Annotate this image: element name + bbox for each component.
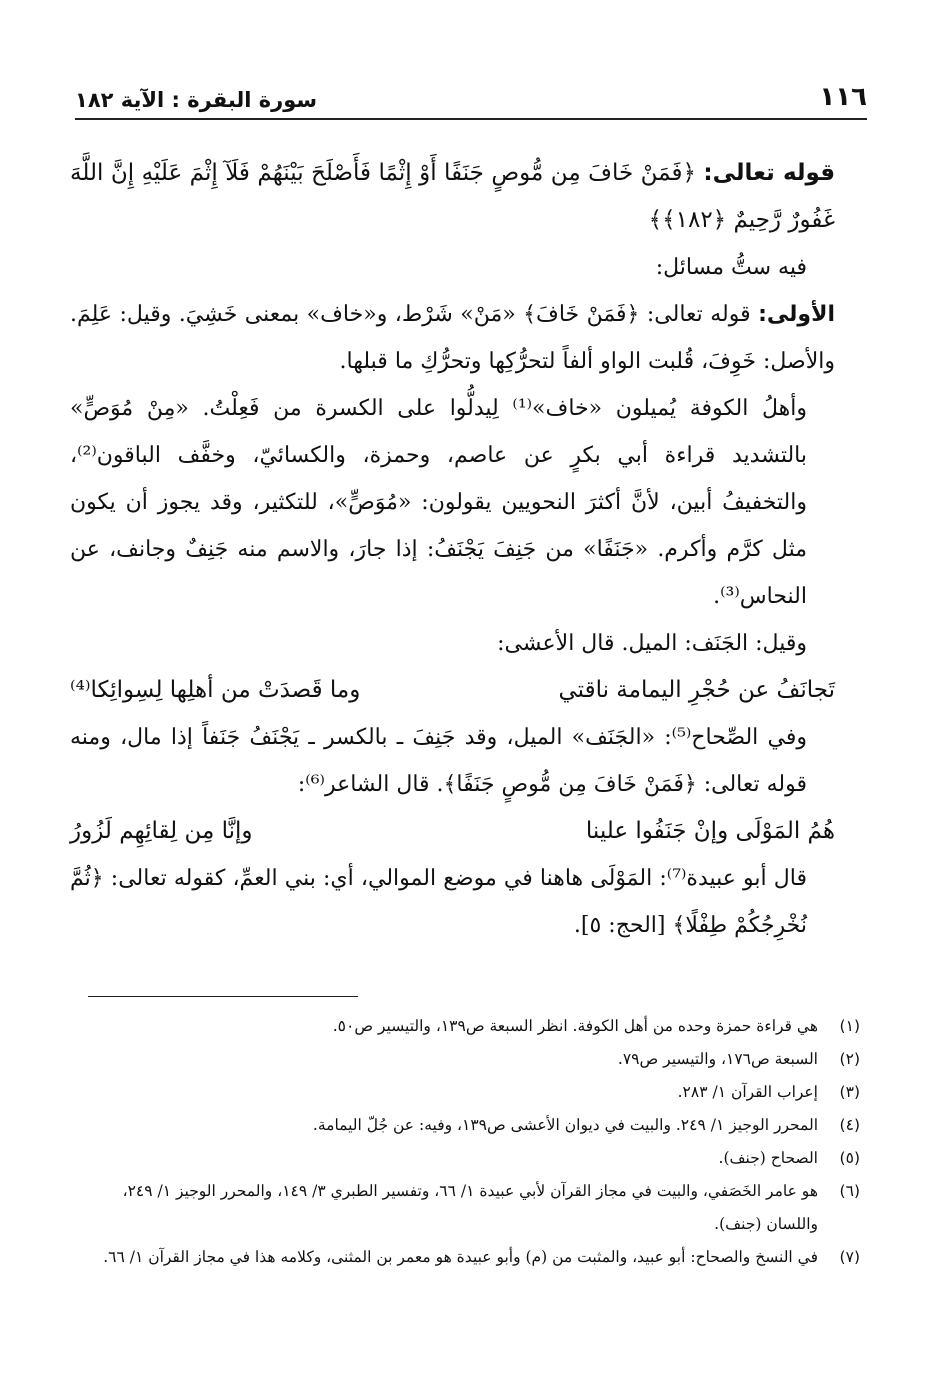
main-text: [70, 150, 835, 949]
poem-2-first-hemistich: هُمُ المَوْلَى وإنْ جَنَفُوا علينا: [585, 818, 835, 844]
page-number: ١١٦: [819, 82, 867, 112]
verse-paragraph: [70, 150, 835, 244]
footnote-text: الصحاح (جنف).: [718, 1149, 818, 1167]
running-header: [75, 82, 867, 120]
paragraph-sihah: وفي الصِّحاح⁽⁵⁾: «الجَنَف» الميل، وقد جَنِفَ ـ بالكسر ـ يَجْنَفُ جَنَفاً إذا مال، ومنه قوله تعالى: ﴿فَمَنْ خَافَ مِن مُّوصٍ جَنَفًا﴾. قال الشاعر⁽⁶⁾:: [70, 725, 807, 797]
footnote-number: (٤): [839, 1116, 860, 1134]
paragraph-abu-ubayda: قال أبو عبيدة⁽⁷⁾: المَوْلَى هاهنا في موضع الموالي، أي: بني العمِّ، كقوله تعالى: ﴿ثُمَّ نُخْرِجُكُمْ طِفْلًا﴾ [الحج: ٥].: [70, 866, 807, 938]
footnote-text: هو عامر الخَصَفي، والبيت في مجاز القرآن لأبي عبيدة ١/ ٦٦، وتفسير الطبري ٣/ ١٤٩، والمحرر الوجيز ١/ ٢٤٩، واللسان (جنف).: [122, 1182, 818, 1233]
footnotes: [70, 1010, 860, 1274]
footnote-item: [70, 1010, 860, 1043]
footnote-text: في النسخ والصحاح: أبو عبيد، والمثبت من (م) وأبو عبيدة هو معمر بن المثنى، وكلامه هذا في مجاز القرآن ١/ ٦٦.: [103, 1248, 818, 1266]
poem-verse-1: [70, 667, 835, 714]
verse-label: قوله تعالى:: [703, 160, 836, 186]
paragraph-kufa: وأهلُ الكوفة يُميلون «خاف»⁽¹⁾ لِيدلُّوا على الكسرة من فَعِلْتُ. «مِنْ مُوَصٍّ» بالتشديد قراءة أبي بكرٍ عن عاصم، وحمزة، والكسائيّ، وخفَّف الباقون⁽²⁾، والتخفيفُ أبين، لأنَّ أكثرَ النحويين يقولون: «مُوَصٍّ»، للتكثير، وقد يجوز أن يكون مثل كرَّم وأكرم. «جَنَفًا» من جَنِفَ يَجْنَفُ: إذا جارَ، والاسم منه جَنِفٌ وجانف، عن النحاس⁽³⁾.: [70, 396, 807, 609]
first-label: الأولى:: [758, 302, 835, 327]
footnote-number: (٦): [839, 1182, 860, 1200]
poem-verse-2: [70, 808, 835, 855]
footnote-item: [70, 1076, 860, 1109]
verse-text: ﴿فَمَنْ خَافَ مِن مُّوصٍ جَنَفًا أَوْ إِثْمًا فَأَصْلَحَ بَيْنَهُمْ فَلَآ إِثْمَ عَلَيْهِ إِنَّ اللَّهَ غَفُورٌ رَّحِيمٌ ﴿١٨٢﴾﴾: [70, 160, 835, 233]
footnote-text: هي قراءة حمزة وحده من أهل الكوفة. انظر السبعة ص١٣٩، والتيسير ص٥٠.: [332, 1017, 818, 1035]
footnote-text: السبعة ص١٧٦، والتيسير ص٧٩.: [617, 1050, 818, 1068]
footnote-item: [70, 1241, 860, 1274]
footnote-item: [70, 1142, 860, 1175]
footnote-divider: [88, 996, 358, 997]
poem-1-second-hemistich: وما قَصدَتْ من أهلِها لِسِوائِكا⁽⁴⁾: [70, 677, 361, 703]
footnote-item: [70, 1175, 860, 1241]
footnote-number: (٣): [839, 1083, 860, 1101]
paragraph-first-text: قوله تعالى: ﴿فَمَنْ خَافَ﴾ «مَنْ» شَرْط، و«خاف» بمعنى خَشِيَ. وقيل: عَلِمَ. والأصل: خَوِفَ، قُلبت الواو ألفاً لتحرُّكِها وتحرُّكِ ما قبلها.: [70, 302, 835, 374]
poem-1-first-hemistich: تَجانَفُ عن حُجْرِ اليمامة ناقتي: [558, 677, 835, 703]
poem-2-second-hemistich: وإنَّا مِن لِقائِهِم لَزُورُ: [70, 818, 253, 844]
footnote-text: إعراب القرآن ١/ ٢٨٣.: [677, 1083, 818, 1101]
surah-title: سورة البقرة : الآية ١٨٢: [75, 88, 318, 112]
footnote-number: (٥): [839, 1149, 860, 1167]
footnote-item: [70, 1043, 860, 1076]
footnote-number: (١): [839, 1017, 860, 1035]
intro-line: فيه ستُّ مسائل:: [655, 255, 807, 280]
footnote-number: (٢): [839, 1050, 860, 1068]
footnote-text: المحرر الوجيز ١/ ٢٤٩. والبيت في ديوان الأعشى ص١٣٩، وفيه: عن جُلّ اليمامة.: [312, 1116, 818, 1134]
footnote-item: [70, 1109, 860, 1142]
paragraph-janaf: وقيل: الجَنَف: الميل. قال الأعشى:: [497, 631, 807, 656]
paragraph-first: [70, 291, 835, 385]
footnote-number: (٧): [839, 1248, 860, 1266]
